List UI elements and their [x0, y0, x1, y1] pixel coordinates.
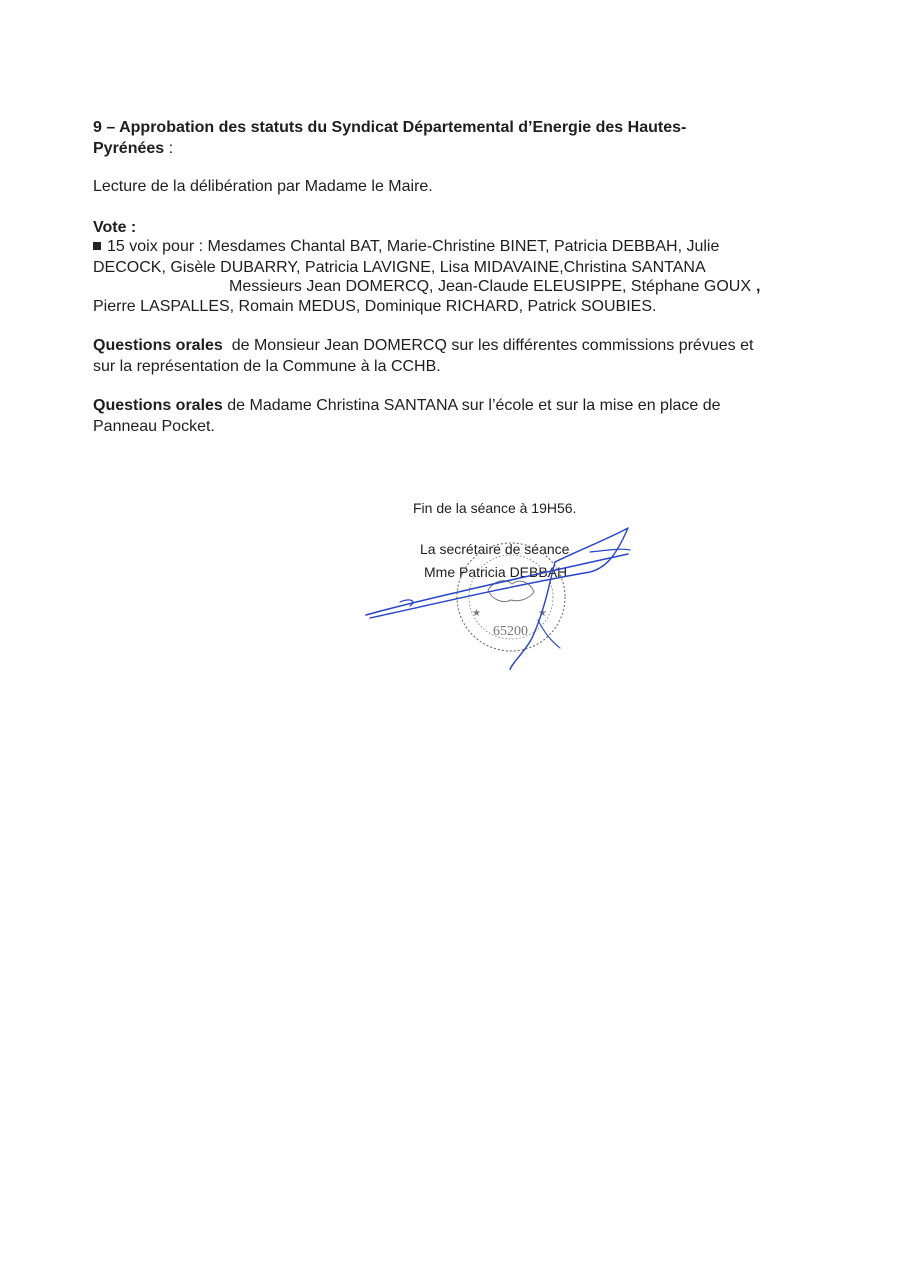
svg-text:★: ★ — [472, 608, 481, 619]
questions1-line2: sur la représentation de la Commune à la CCHB. — [93, 358, 441, 375]
vote-line1 — [93, 236, 719, 257]
vote-line4: Pierre LASPALLES, Romain MEDUS, Dominique RICHARD, Patrick SOUBIES. — [93, 298, 657, 315]
questions2-text: de Madame Christina SANTANA sur l’école et sur la mise en place de — [222, 397, 721, 414]
svg-text:★: ★ — [538, 608, 547, 619]
vote-heading: Vote : — [93, 219, 137, 236]
square-bullet-icon — [93, 242, 101, 250]
questions2-label: Questions orales — [93, 397, 223, 414]
vote-line2: DECOCK, Gisèle DUBARRY, Patricia LAVIGNE, Lisa MIDAVAINE,Christina SANTANA — [93, 259, 706, 276]
questions1-label: Questions orales — [93, 337, 223, 354]
section-title-line2 — [93, 138, 173, 159]
end-of-session: Fin de la séance à 19H56. — [413, 500, 577, 516]
vote-line1-text: 15 voix pour : Mesdames Chantal BAT, Marie-Christine BINET, Patricia DEBBAH, Julie — [107, 238, 720, 255]
questions1-line1 — [93, 335, 753, 356]
secretary-role: La secrétaire de séance — [420, 541, 570, 557]
questions2-line1 — [93, 395, 721, 416]
questions1-text: de Monsieur Jean DOMERCQ sur les différentes commissions prévues et — [222, 337, 754, 354]
handwritten-signature — [366, 528, 630, 670]
section-title-word: Pyrénées — [93, 140, 165, 157]
vote-line3-text: Messieurs Jean DOMERCQ, Jean-Claude ELEUSIPPE, Stéphane GOUX — [229, 278, 751, 295]
section-title-line1: 9 – Approbation des statuts du Syndicat Départemental d’Energie des Hautes- — [93, 119, 687, 136]
vote-line3-comma: , — [756, 278, 761, 295]
official-stamp — [457, 543, 565, 651]
lecture-line: Lecture de la délibération par Madame le Maire. — [93, 178, 433, 195]
questions2-line2: Panneau Pocket. — [93, 418, 215, 435]
secretary-name: Mme Patricia DEBBAH — [424, 564, 568, 580]
section-title-suffix: : — [164, 140, 174, 157]
stamp-postcode: 65200 — [493, 624, 528, 639]
mairie-stamp-and-signature — [360, 520, 640, 670]
vote-line3 — [229, 276, 760, 297]
